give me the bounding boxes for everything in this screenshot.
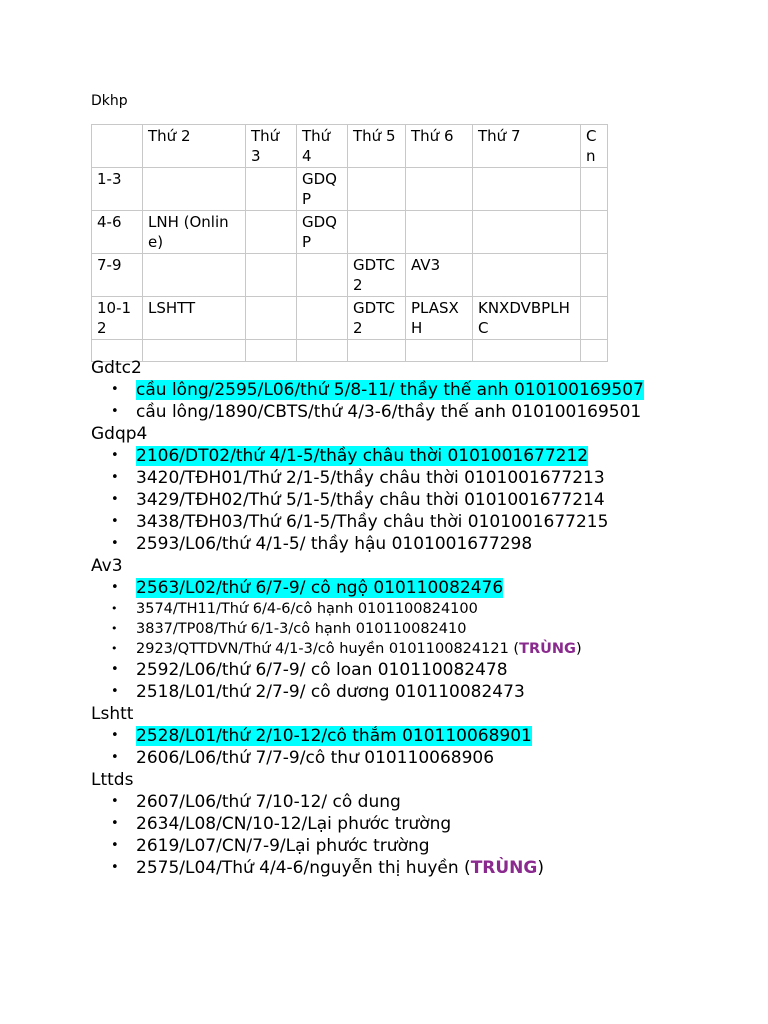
schedule-cell [246, 297, 297, 340]
list-item [91, 659, 751, 681]
schedule-cell [473, 168, 581, 211]
schedule-header-cell: Thứ 3 [246, 125, 297, 168]
section-list [91, 379, 751, 423]
list-item-text: cầu lông/2595/L06/thứ 5/8-11/ thầy thế anh 010100169507 [136, 380, 644, 400]
schedule-row [92, 211, 608, 254]
list-item-text: 2593/L06/thứ 4/1-5/ thầy hậu 0101001677298 [136, 534, 533, 554]
list-item [91, 401, 751, 423]
schedule-cell [473, 211, 581, 254]
schedule-cell [246, 211, 297, 254]
list-item-text: 2563/L02/thứ 6/7-9/ cô ngộ 010110082476 [136, 578, 504, 598]
list-item [91, 725, 751, 747]
schedule-cell [297, 254, 348, 297]
section-heading: Gdqp4 [91, 424, 148, 444]
list-item-text: 2607/L06/thứ 7/10-12/ cô dung [136, 792, 401, 812]
schedule-header-row [92, 125, 608, 168]
schedule-header-cell: Thứ 5 [348, 125, 406, 168]
list-item [91, 835, 751, 857]
list-item-text: 2619/L07/CN/7-9/Lại phước trường [136, 836, 430, 856]
list-item [91, 467, 751, 489]
schedule-cell: 1-3 [92, 168, 143, 211]
schedule-cell [473, 254, 581, 297]
section-list [91, 577, 751, 703]
schedule-cell [246, 168, 297, 211]
list-item-text: 3574/TH11/Thứ 6/4-6/cô hạnh 0101100824100 [136, 601, 478, 617]
schedule-cell: GDTC2 [348, 297, 406, 340]
schedule-cell: AV3 [406, 254, 473, 297]
list-item [91, 681, 751, 703]
schedule-header-cell: Thứ 7 [473, 125, 581, 168]
schedule-cell [406, 168, 473, 211]
schedule-cell [348, 168, 406, 211]
list-item-text: 2606/L06/thứ 7/7-9/cô thư 010110068906 [136, 748, 495, 768]
course-sections [91, 357, 751, 879]
schedule-header-cell [92, 125, 143, 168]
schedule-cell: 10-12 [92, 297, 143, 340]
list-item [91, 857, 751, 879]
schedule-cell [143, 168, 246, 211]
list-item [91, 639, 751, 659]
schedule-cell [143, 254, 246, 297]
list-item-text: 2528/L01/thứ 2/10-12/cô thắm 010110068901 [136, 726, 532, 746]
schedule-cell: PLASXH [406, 297, 473, 340]
schedule-table [91, 124, 608, 362]
list-item-text: 2518/L01/thứ 2/7-9/ cô dương 010110082473 [136, 682, 525, 702]
section-heading: Lshtt [91, 704, 134, 724]
list-item [91, 511, 751, 533]
schedule-cell: LSHTT [143, 297, 246, 340]
duplicate-label: TRÙNG [519, 641, 576, 657]
list-item-text: 3837/TP08/Thứ 6/1-3/cô hạnh 010110082410 [136, 621, 467, 637]
duplicate-label: TRÙNG [470, 858, 538, 878]
schedule-cell [581, 297, 608, 340]
schedule-header-cell: Thứ 2 [143, 125, 246, 168]
schedule-cell [406, 211, 473, 254]
schedule-cell [348, 211, 406, 254]
list-item [91, 577, 751, 599]
section-heading: Av3 [91, 556, 123, 576]
list-item-text: 3429/TĐH02/Thứ 5/1-5/thầy châu thời 0101001677214 [136, 490, 605, 510]
schedule-cell [581, 254, 608, 297]
schedule-cell [297, 297, 348, 340]
section-list [91, 725, 751, 769]
list-item [91, 379, 751, 401]
list-item-text: 3438/TĐH03/Thứ 6/1-5/Thầy châu thời 0101001677215 [136, 512, 609, 532]
schedule-cell: GDTC2 [348, 254, 406, 297]
closing-paren: ) [537, 858, 544, 878]
list-item [91, 813, 751, 835]
schedule-cell: 4-6 [92, 211, 143, 254]
schedule-header-cell: Thứ 4 [297, 125, 348, 168]
document-title: Dkhp [91, 93, 128, 109]
section-list [91, 445, 751, 555]
schedule-header-cell: Thứ 6 [406, 125, 473, 168]
list-item [91, 619, 751, 639]
schedule-cell: 7-9 [92, 254, 143, 297]
section-list [91, 791, 751, 879]
list-item-text: cầu lông/1890/CBTS/thứ 4/3-6/thầy thế anh 010100169501 [136, 402, 642, 422]
list-item [91, 533, 751, 555]
list-item-text: 2923/QTTDVN/Thứ 4/1-3/cô huyền 0101100824121 ( [136, 641, 520, 657]
list-item-text: 2592/L06/thứ 6/7-9/ cô loan 010110082478 [136, 660, 508, 680]
section-heading: Lttds [91, 770, 134, 790]
list-item-text: 3420/TĐH01/Thứ 2/1-5/thầy châu thời 0101001677213 [136, 468, 605, 488]
list-item [91, 791, 751, 813]
schedule-cell [581, 211, 608, 254]
schedule-row [92, 168, 608, 211]
schedule-cell: GDQP [297, 168, 348, 211]
schedule-row [92, 297, 608, 340]
list-item [91, 445, 751, 467]
list-item-text: 2634/L08/CN/10-12/Lại phước trường [136, 814, 452, 834]
list-item [91, 747, 751, 769]
list-item-text: 2575/L04/Thứ 4/4-6/nguyễn thị huyền ( [136, 858, 471, 878]
schedule-cell [581, 168, 608, 211]
schedule-cell [246, 254, 297, 297]
schedule-cell: LNH (Online) [143, 211, 246, 254]
schedule-header-cell: Cn [581, 125, 608, 168]
list-item [91, 489, 751, 511]
schedule-row [92, 254, 608, 297]
schedule-cell: KNXDVBPLHC [473, 297, 581, 340]
section-heading: Gdtc2 [91, 358, 142, 378]
closing-paren: ) [575, 641, 582, 657]
list-item-text: 2106/DT02/thứ 4/1-5/thầy châu thời 0101001677212 [136, 446, 589, 466]
list-item [91, 599, 751, 619]
schedule-cell: GDQP [297, 211, 348, 254]
